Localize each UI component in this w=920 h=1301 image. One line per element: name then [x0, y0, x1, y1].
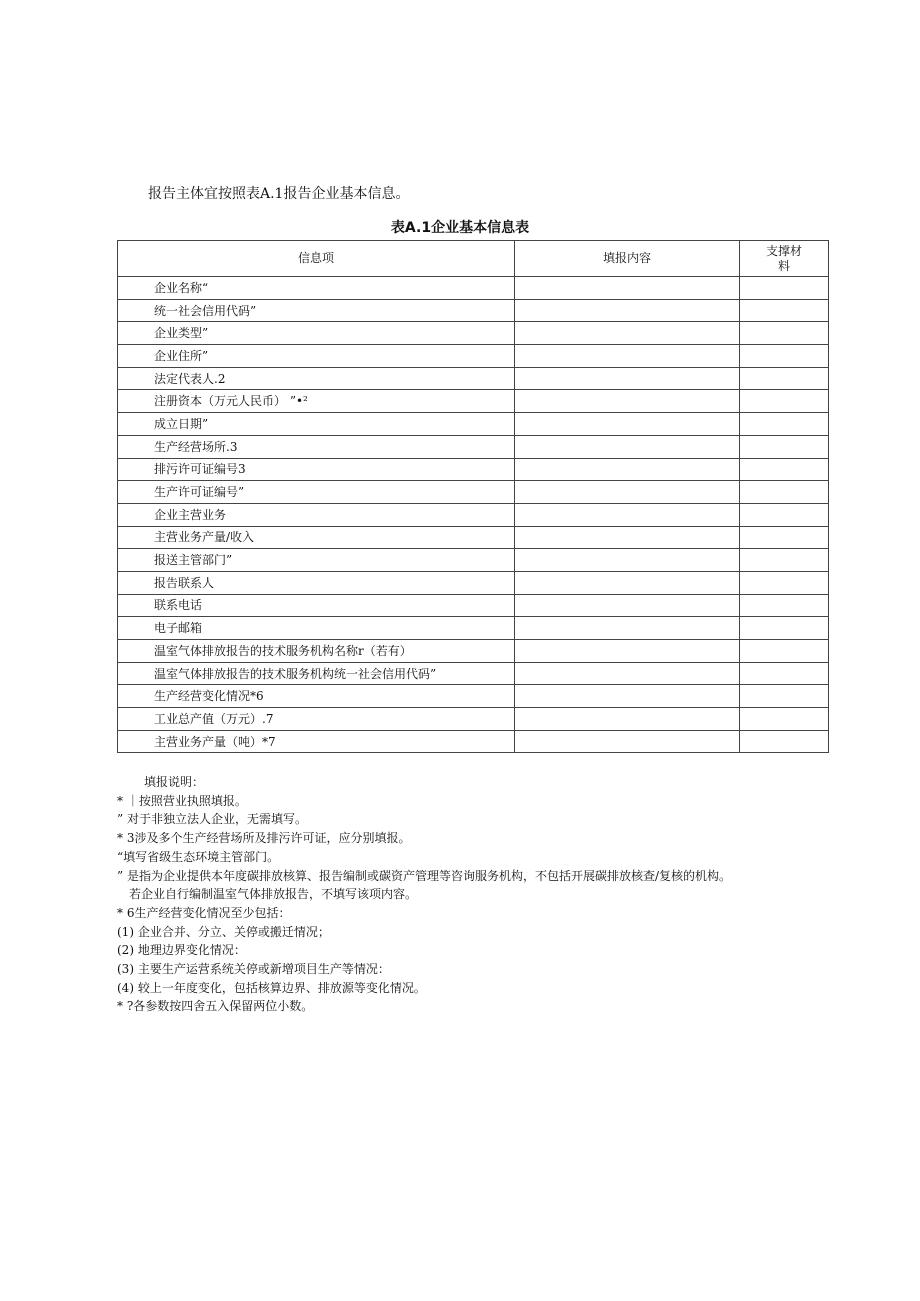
- content-cell[interactable]: [515, 549, 740, 572]
- table-row: [118, 708, 829, 731]
- table-row: [118, 367, 829, 390]
- table-row: [118, 662, 829, 685]
- support-material-cell[interactable]: [740, 708, 829, 731]
- content-cell[interactable]: [515, 503, 740, 526]
- info-item-label: 报告联系人: [118, 571, 515, 594]
- info-item-label: 联系电话: [118, 594, 515, 617]
- support-material-cell[interactable]: [740, 345, 829, 368]
- table-row: [118, 413, 829, 436]
- note-line: 若企业自行编制温室气体排放报告，不填写该项内容。: [129, 887, 418, 902]
- info-item-label: 工业总产值（万元）.7: [118, 708, 515, 731]
- info-item-label: 成立日期”: [118, 413, 515, 436]
- content-cell[interactable]: [515, 526, 740, 549]
- support-material-cell[interactable]: [740, 322, 829, 345]
- note-line: (3) 主要生产运营系统关停或新增项目生产等情况：: [117, 962, 390, 977]
- info-item-label: 主营业务产量（吨）*7: [118, 730, 515, 753]
- table-row: [118, 390, 829, 413]
- support-material-cell[interactable]: [740, 435, 829, 458]
- support-material-cell[interactable]: [740, 640, 829, 663]
- table-row: [118, 481, 829, 504]
- note-line: (2) 地理边界变化情况：: [117, 943, 246, 958]
- note-line: ” 对于非独立法人企业，无需填写。: [117, 812, 307, 827]
- table-title: 表A.1企业基本信息表: [390, 220, 530, 236]
- support-material-cell[interactable]: [740, 367, 829, 390]
- info-item-label: 温室气体排放报告的技术服务机构统一社会信用代码”: [118, 662, 515, 685]
- info-item-label: 报送主管部门”: [118, 549, 515, 572]
- table-row: [118, 458, 829, 481]
- support-material-cell[interactable]: [740, 413, 829, 436]
- content-cell[interactable]: [515, 345, 740, 368]
- table-row: [118, 571, 829, 594]
- info-item-label: 主营业务产量/收入: [118, 526, 515, 549]
- content-cell[interactable]: [515, 322, 740, 345]
- enterprise-info-table: [117, 240, 829, 753]
- info-item-label: 企业主营业务: [118, 503, 515, 526]
- table-row: [118, 594, 829, 617]
- table-row: [118, 685, 829, 708]
- header-info-item: 信息项: [118, 241, 515, 277]
- header-support: 支撑材 料: [740, 241, 829, 277]
- support-material-cell[interactable]: [740, 571, 829, 594]
- info-item-label: 排污许可证编号3: [118, 458, 515, 481]
- notes-heading: 填报说明：: [144, 775, 205, 789]
- info-item-label: 法定代表人.2: [118, 367, 515, 390]
- note-line: * ?各参数按四舍五入保留两位小数。: [117, 999, 314, 1014]
- note-line: * 3涉及多个生产经营场所及排污许可证，应分别填报。: [117, 831, 411, 846]
- info-item-label: 统一社会信用代码”: [118, 299, 515, 322]
- info-item-label: 企业住所”: [118, 345, 515, 368]
- intro-text: 报告主体宜按照表A.1报告企业基本信息。: [148, 186, 410, 202]
- note-line: “填写省级生态环境主管部门。: [117, 849, 280, 864]
- table-row: [118, 322, 829, 345]
- support-material-cell[interactable]: [740, 662, 829, 685]
- support-material-cell[interactable]: [740, 594, 829, 617]
- table-row: [118, 503, 829, 526]
- content-cell[interactable]: [515, 413, 740, 436]
- support-material-cell[interactable]: [740, 458, 829, 481]
- content-cell[interactable]: [515, 662, 740, 685]
- content-cell[interactable]: [515, 481, 740, 504]
- note-line: (1) 企业合并、分立、关停或搬迁情况；: [117, 924, 330, 939]
- table-row: [118, 730, 829, 753]
- note-line: (4) 较上一年度变化，包括核算边界、排放源等变化情况。: [117, 980, 426, 995]
- support-material-cell[interactable]: [740, 503, 829, 526]
- info-item-label: 生产经营变化情况*6: [118, 685, 515, 708]
- table-row: [118, 526, 829, 549]
- content-cell[interactable]: [515, 390, 740, 413]
- content-cell[interactable]: [515, 571, 740, 594]
- info-item-label: 企业名称“: [118, 277, 515, 300]
- table-row: [118, 299, 829, 322]
- table-row: [118, 345, 829, 368]
- info-item-label: 生产许可证编号”: [118, 481, 515, 504]
- content-cell[interactable]: [515, 730, 740, 753]
- support-material-cell[interactable]: [740, 390, 829, 413]
- note-line: * 6生产经营变化情况至少包括：: [117, 905, 291, 920]
- content-cell[interactable]: [515, 458, 740, 481]
- support-material-cell[interactable]: [740, 730, 829, 753]
- info-item-label: 温室气体排放报告的技术服务机构名称r（若有）: [118, 640, 515, 663]
- content-cell[interactable]: [515, 640, 740, 663]
- note-line: ” 是指为企业提供本年度碳排放核算、报告编制或碳资产管理等咨询服务机构，不包括开展碳排放核查/复核的机构。: [117, 868, 731, 883]
- info-item-label: 注册资本（万元人民币） ”•²: [118, 390, 515, 413]
- info-item-label: 电子邮箱: [118, 617, 515, 640]
- content-cell[interactable]: [515, 277, 740, 300]
- content-cell[interactable]: [515, 367, 740, 390]
- info-item-label: 企业类型”: [118, 322, 515, 345]
- table-row: [118, 435, 829, 458]
- table-row: [118, 549, 829, 572]
- support-material-cell[interactable]: [740, 617, 829, 640]
- content-cell[interactable]: [515, 708, 740, 731]
- filling-notes: [117, 773, 731, 1016]
- header-content: 填报内容: [515, 241, 740, 277]
- content-cell[interactable]: [515, 594, 740, 617]
- table-header-row: [118, 241, 829, 277]
- support-material-cell[interactable]: [740, 549, 829, 572]
- table-row: [118, 617, 829, 640]
- content-cell[interactable]: [515, 435, 740, 458]
- support-material-cell[interactable]: [740, 277, 829, 300]
- note-line: * ｜按照营业执照填报。: [117, 793, 247, 808]
- support-material-cell[interactable]: [740, 685, 829, 708]
- content-cell[interactable]: [515, 299, 740, 322]
- content-cell[interactable]: [515, 685, 740, 708]
- table-row: [118, 640, 829, 663]
- info-item-label: 生产经营场所.3: [118, 435, 515, 458]
- support-material-cell[interactable]: [740, 481, 829, 504]
- table-row: [118, 277, 829, 300]
- support-material-cell[interactable]: [740, 526, 829, 549]
- content-cell[interactable]: [515, 617, 740, 640]
- support-material-cell[interactable]: [740, 299, 829, 322]
